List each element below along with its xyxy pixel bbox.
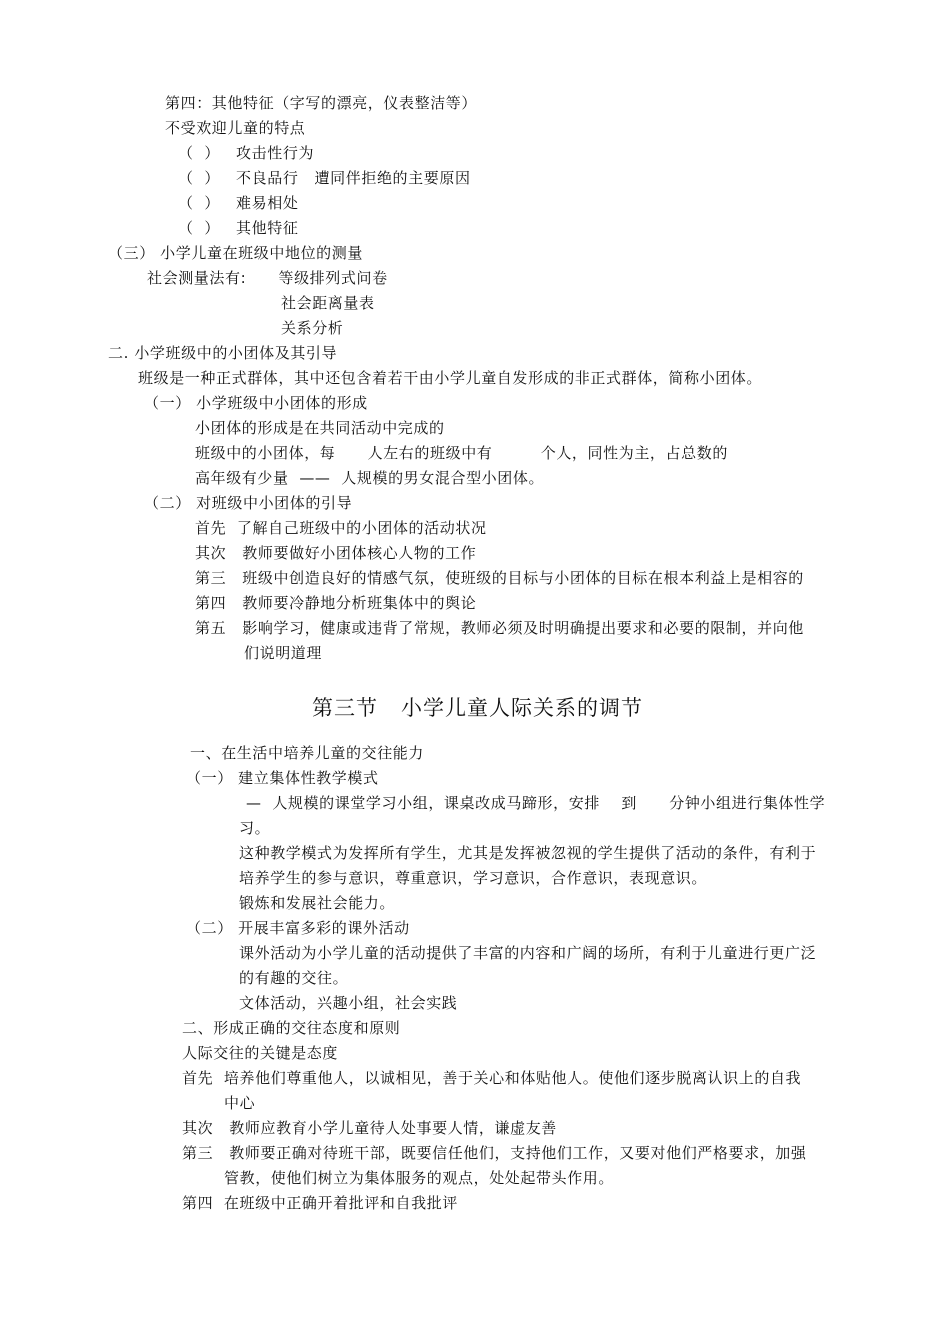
text-line: 第三 班级中创造良好的情感气氛，使班级的目标与小团体的目标在根本利益上是相容的 bbox=[195, 569, 804, 587]
text-line: 其次 教师要做好小团体核心人物的工作 bbox=[195, 544, 477, 562]
text-line: （ ） 攻击性行为 bbox=[178, 144, 315, 162]
section-heading: （二） 对班级中小团体的引导 bbox=[144, 494, 353, 512]
section-heading: 二. 小学班级中的小团体及其引导 bbox=[108, 344, 338, 362]
text-line: — 人规模的课堂学习小组，课桌改成马蹄形，安排 到 分钟小组进行集体性学 bbox=[246, 794, 826, 812]
text-line: 管教，使他们树立为集体服务的观点，处处起带头作用。 bbox=[224, 1169, 615, 1187]
text-line: 第三 教师要正确对待班干部，既要信任他们，支持他们工作，又要对他们严格要求，加强 bbox=[182, 1144, 807, 1162]
section-heading: 二、形成正确的交往态度和原则 bbox=[182, 1019, 401, 1037]
text-line: （ ） 不良品行 遭同伴拒绝的主要原因 bbox=[178, 169, 471, 187]
text-line: 关系分析 bbox=[281, 319, 344, 337]
text-line: 中心 bbox=[224, 1094, 256, 1112]
text-line: 社会测量法有: 等级排列式问卷 bbox=[147, 269, 388, 287]
text-line: （ ） 难易相处 bbox=[178, 194, 299, 212]
text-line: 第五 影响学习，健康或违背了常规，教师必须及时明确提出要求和必要的限制，并向他 bbox=[195, 619, 804, 637]
text-line: 文体活动，兴趣小组，社会实践 bbox=[239, 994, 458, 1012]
section-heading: （二） 开展丰富多彩的课外活动 bbox=[186, 919, 410, 937]
text-line: 班级是一种正式群体，其中还包含着若干由小学儿童自发形成的非正式群体，简称小团体。 bbox=[138, 369, 763, 387]
text-line: 课外活动为小学儿童的活动提供了丰富的内容和广阔的场所，有利于儿童进行更广泛 bbox=[239, 944, 817, 962]
text-line: 培养学生的参与意识，尊重意识，学习意识，合作意识，表现意识。 bbox=[239, 869, 708, 887]
text-line: 不受欢迎儿童的特点 bbox=[165, 119, 306, 137]
text-line: 习。 bbox=[239, 819, 271, 837]
text-line: 其次 教师应教育小学儿童待人处事要人情，谦虚友善 bbox=[182, 1119, 557, 1137]
text-line: 第四：其他特征（字写的漂亮，仪表整洁等） bbox=[165, 94, 478, 112]
section-heading: 一、在生活中培养儿童的交往能力 bbox=[190, 744, 425, 762]
text-line: 社会距离量表 bbox=[281, 294, 375, 312]
section-heading: （三） 小学儿童在班级中地位的测量 bbox=[108, 244, 363, 262]
text-line: 们说明道理 bbox=[244, 644, 323, 662]
section-heading: （一） 小学班级中小团体的形成 bbox=[144, 394, 368, 412]
text-line: 第四 在班级中正确开着批评和自我批评 bbox=[182, 1194, 458, 1212]
text-line: 这种教学模式为发挥所有学生，尤其是发挥被忽视的学生提供了活动的条件，有利于 bbox=[239, 844, 817, 862]
text-line: （ ） 其他特征 bbox=[178, 219, 299, 237]
text-line: 第四 教师要冷静地分析班集体中的舆论 bbox=[195, 594, 477, 612]
text-line: 的有趣的交往。 bbox=[239, 969, 349, 987]
section-heading: （一） 建立集体性教学模式 bbox=[186, 769, 379, 787]
text-line: 小团体的形成是在共同活动中完成的 bbox=[195, 419, 445, 437]
text-line: 首先 培养他们尊重他人，以诚相见，善于关心和体贴他人。使他们逐步脱离认识上的自我 bbox=[182, 1069, 802, 1087]
text-line: 班级中的小团体，每 人左右的班级中有 个人，同性为主，占总数的 bbox=[195, 444, 728, 462]
text-line: 人际交往的关键是态度 bbox=[182, 1044, 339, 1062]
text-line: 首先 了解自己班级中的小团体的活动状况 bbox=[195, 519, 487, 537]
text-line: 高年级有少量 —— 人规模的男女混合型小团体。 bbox=[195, 469, 545, 487]
chapter-title: 第三节 小学儿童人际关系的调节 bbox=[312, 696, 644, 720]
text-line: 锻炼和发展社会能力。 bbox=[239, 894, 396, 912]
